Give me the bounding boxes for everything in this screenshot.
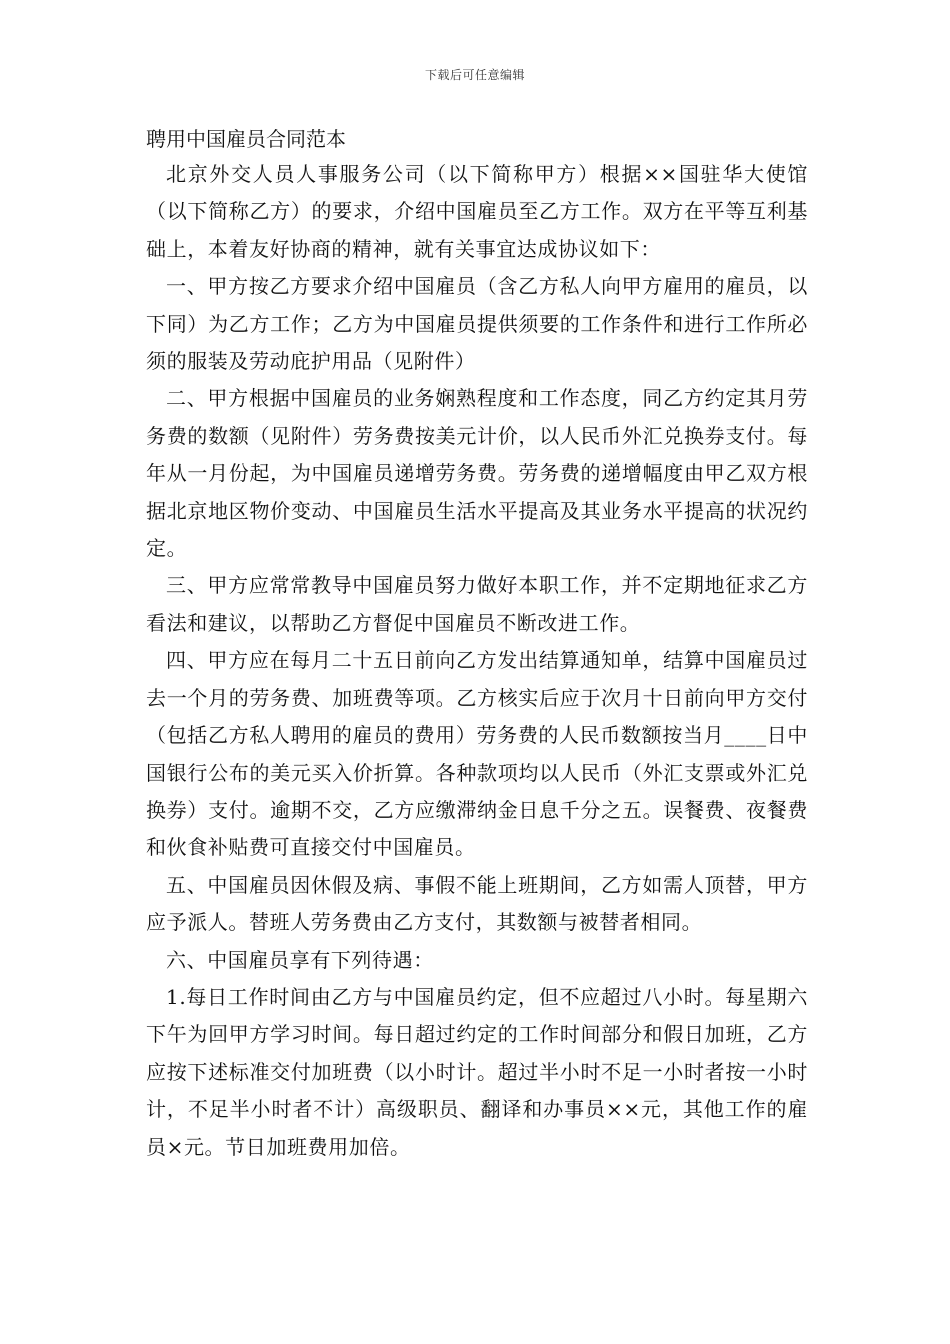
paragraph-clause-4: 四、甲方应在每月二十五日前向乙方发出结算通知单，结算中国雇员过去一个月的劳务费、加班费等项。乙方核实后应于次月十日前向甲方交付（包括乙方私人聘用的雇员的费用）劳务费的人民币数额按当月____日中国银行公布的美元买入价折算。各种款项均以人民币（外汇支票或外汇兑换券）支付。逾期不交，乙方应缴滞纳金日息千分之五。误餐费、夜餐费和伙食补贴费可直接交付中国雇员。 [146, 648, 808, 860]
header-note: 下载后可任意编辑 [424, 68, 525, 82]
paragraph-intro: 北京外交人员人事服务公司（以下简称甲方）根据××国驻华大使馆（以下简称乙方）的要求，介绍中国雇员至乙方工作。双方在平等互利基础上，本着友好协商的精神，就有关事宜达成协议如下： [146, 162, 808, 261]
paragraph-clause-1: 一、甲方按乙方要求介绍中国雇员（含乙方私人向甲方雇用的雇员，以下同）为乙方工作；乙方为中国雇员提供须要的工作条件和进行工作所必须的服装及劳动庇护用品（见附件） [146, 274, 808, 374]
paragraph-clause-5: 五、中国雇员因休假及病、事假不能上班期间，乙方如需人顶替，甲方应予派人。替班人劳务费由乙方支付，其数额与被替者相同。 [146, 872, 808, 935]
paragraph-clause-2: 二、甲方根据中国雇员的业务娴熟程度和工作态度，同乙方约定其月劳务费的数额（见附件）劳务费按美元计价，以人民币外汇兑换券支付。每年从一月份起，为中国雇员递增劳务费。劳务费的递增幅度由甲乙双方根据北京地区物价变动、中国雇员生活水平提高及其业务水平提高的状况约定。 [146, 386, 808, 561]
paragraph-clause-3: 三、甲方应常常教导中国雇员努力做好本职工作，并不定期地征求乙方看法和建议，以帮助乙方督促中国雇员不断改进工作。 [146, 573, 808, 635]
document-title: 聘用中国雇员合同范本 [146, 127, 346, 151]
paragraph-clause-6-item-1: 1.每日工作时间由乙方与中国雇员约定，但不应超过八小时。每星期六下午为回甲方学习时间。每日超过约定的工作时间部分和假日加班，乙方应按下述标准交付加班费（以小时计。超过半小时不足一小时者按一小时计，不足半小时者不计）高级职员、翻译和办事员××元，其他工作的雇员×元。节日加班费用加倍。 [146, 984, 808, 1159]
document-body [146, 122, 808, 1166]
paragraph-clause-6: 六、中国雇员享有下列待遇： [166, 947, 434, 972]
